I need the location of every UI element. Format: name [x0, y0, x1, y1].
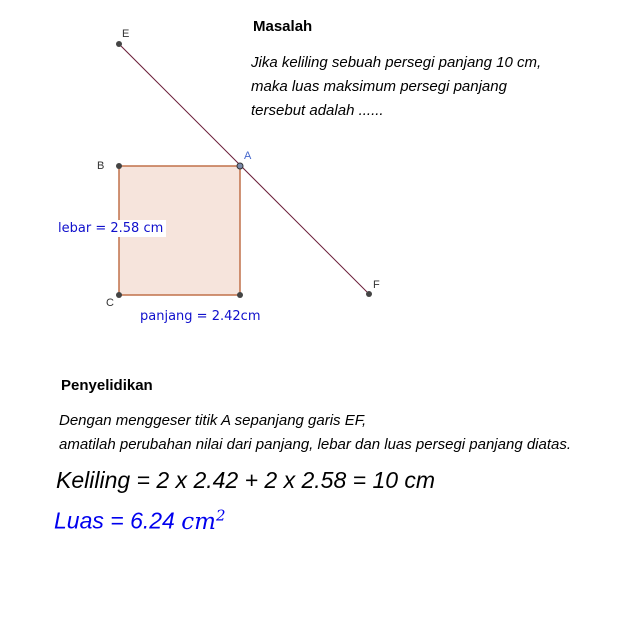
panjang-label: panjang	[140, 309, 193, 324]
keliling-formula: Keliling = 2 x 2.42 + 2 x 2.58 = 10 cm	[56, 467, 436, 493]
panjang-unit: cm	[240, 309, 261, 324]
panjang-measure	[137, 308, 263, 325]
investigation-title: Penyelidikan	[61, 377, 153, 394]
lebar-measure	[55, 220, 166, 237]
point-c-label: C	[106, 297, 114, 309]
point-d	[237, 292, 243, 298]
lebar-unit: cm	[143, 221, 164, 236]
point-c	[116, 292, 122, 298]
luas-formula	[54, 506, 226, 535]
point-f-label: F	[373, 279, 380, 291]
panjang-equals: =	[196, 309, 208, 324]
point-e-label: E	[122, 28, 130, 40]
lebar-label: lebar	[58, 221, 92, 236]
point-e[interactable]	[116, 41, 122, 47]
lebar-value: 2.58	[110, 221, 140, 236]
problem-line-1: Jika keliling sebuah persegi panjang 10 cm,	[251, 54, 542, 71]
point-a[interactable]	[237, 163, 243, 169]
point-b-label: B	[97, 160, 105, 172]
point-a-label: A	[244, 150, 252, 162]
point-f[interactable]	[366, 291, 372, 297]
investigation-line-1: Dengan menggeser titik A sepanjang garis EF,	[59, 412, 367, 429]
problem-title: Masalah	[253, 18, 313, 35]
lebar-equals: =	[95, 221, 107, 236]
problem-line-3: tersebut adalah ......	[251, 102, 384, 119]
investigation-line-2: amatilah perubahan nilai dari panjang, lebar dan luas persegi panjang diatas.	[59, 436, 572, 453]
luas-text: Luas = 6.24	[54, 507, 175, 534]
luas-exponent: 2	[215, 506, 226, 524]
point-b	[116, 163, 122, 169]
panjang-value: 2.42	[211, 309, 241, 324]
luas-unit: $cm^2$	[181, 506, 226, 535]
problem-line-2: maka luas maksimum persegi panjang	[251, 78, 507, 95]
